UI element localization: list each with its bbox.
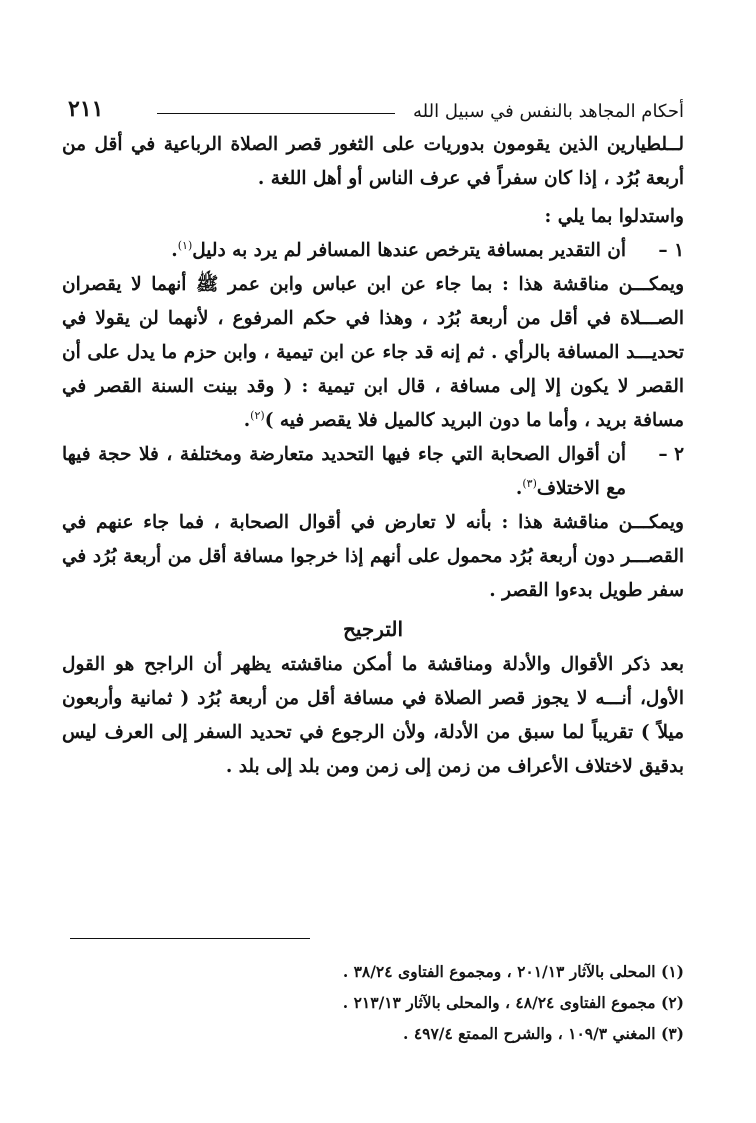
list-item-1 <box>62 234 684 268</box>
main-text <box>62 128 684 784</box>
sentence-end: . <box>515 478 523 499</box>
header-title: أحكام المجاهد بالنفس في سبيل الله <box>413 101 684 122</box>
paragraph-discussion-1 <box>62 268 684 438</box>
list-item-number: ٢ – <box>658 444 684 465</box>
list-item-number: ١ – <box>658 240 684 261</box>
footnotes <box>62 956 684 1049</box>
list-item-2 <box>62 438 684 506</box>
paragraph-evidence-intro: واستدلوا بما يلي : <box>544 206 684 227</box>
paragraph-conclusion: بعد ذكر الأقوال والأدلة ومناقشة ما أمكن مناقشته يظهر أن الراجح هو القول الأول، أنـــه لا يجوز قصر الصلاة في مسافة أقل من أربعة بُرُد ( ثمانية وأربعون ميلاً ) تقريباً لما سبق من الأدلة، ولأن الرجوع في تحديد السفر إلى العرف ليس بدقيق لاختلاف الأعراف من زمن إلى زمن ومن بلد إلى بلد . <box>62 654 684 777</box>
header-rule <box>157 113 395 114</box>
sentence-end: . <box>243 410 251 431</box>
list-item-text <box>62 438 626 506</box>
sentence-end: . <box>171 240 178 261</box>
footnote-ref: (١) <box>177 238 193 252</box>
page-number: ٢١١ <box>68 96 104 122</box>
paragraph-body: ويمكـــن مناقشة هذا : بما جاء عن ابن عباس وابن عمر ﷺ أنهما لا يقصران الصـــلاة في أقل من أربعة بُرُد ، وهذا في حكم المرفوع ، لأنهما لن يقولا في تحديـــد المسافة بالرأي . ثم إنه قد جاء عن ابن تيمية ، وابن حزم ما يدل على أن القصر لا يكون إلا إلى مسافة ، قال ابن تيمية : ( وقد بينت السنة القصر في مسافة بريد ، وأما ما دون البريد كالميل فلا يقصر فيه ) <box>62 274 684 431</box>
footnote-2: (٢) مجموع الفتاوى ٤٨/٢٤ ، والمحلى بالآثار ٢١٣/١٣ . <box>342 993 684 1012</box>
paragraph-continuation: لــلطيارين الذين يقومون بدوريات على الثغور قصر الصلاة الرباعية في أقل من أربعة بُرُد ، إذا كان سفراً في عرف الناس أو أهل اللغة . <box>62 134 684 189</box>
list-item-text <box>62 234 626 268</box>
list-item-body: أن أقوال الصحابة التي جاء فيها التحديد متعارضة ومختلفة ، فلا حجة فيها مع الاختلاف <box>62 444 626 499</box>
paragraph-discussion-2: ويمكـــن مناقشة هذا : بأنه لا تعارض في أقوال الصحابة ، فما جاء عنهم في القصـــر دون أربعة بُرُد محمول على أنهم إذا خرجوا مسافة أقل من أربعة بُرُد في سفر طويل بدءوا القصر . <box>62 512 684 601</box>
running-header <box>68 88 684 122</box>
footnote-1: (١) المحلى بالآثار ٢٠١/١٣ ، ومجموع الفتاوى ٣٨/٢٤ . <box>342 962 684 981</box>
footnote-separator <box>70 938 310 939</box>
footnote-ref: (٣) <box>522 476 537 490</box>
footnote-ref: (٢) <box>250 408 265 422</box>
section-heading: الترجيح <box>342 617 404 641</box>
list-item-body: أن التقدير بمسافة يترخص عندها المسافر لم يرد به دليل <box>192 240 626 261</box>
footnote-3: (٣) المغني ١٠٩/٣ ، والشرح الممتع ٤٩٧/٤ . <box>403 1024 684 1043</box>
